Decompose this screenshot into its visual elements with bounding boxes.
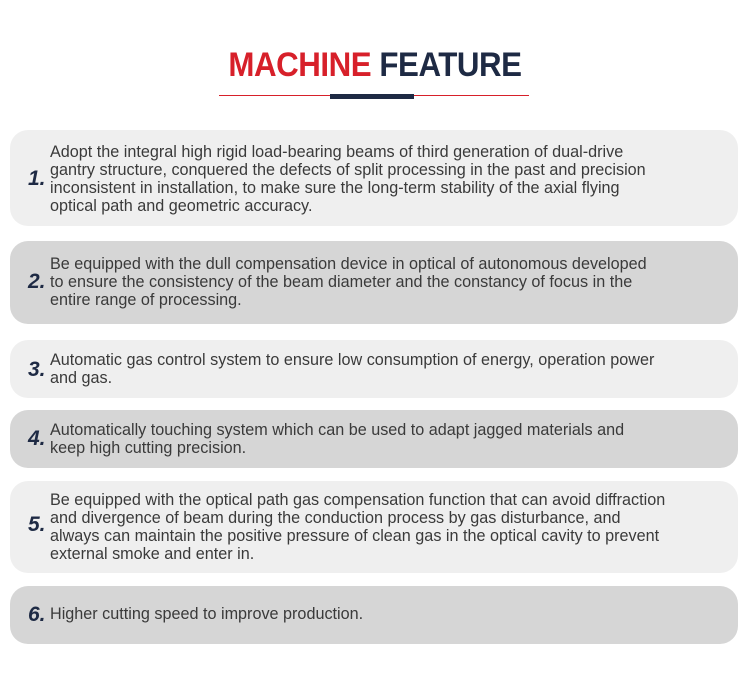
feature-item-4 <box>10 410 738 468</box>
title-part-machine: MACHINE <box>228 46 372 84</box>
feature-item-3 <box>10 340 738 398</box>
feature-item-6 <box>10 586 738 644</box>
feature-number: 5. <box>28 513 46 536</box>
feature-item-2 <box>10 241 738 324</box>
feature-item-5 <box>10 481 738 573</box>
title-divider-accent <box>330 94 414 99</box>
section-header <box>0 40 750 110</box>
feature-text: Automatically touching system which can be used to adapt jagged materials and keep high cutting precision. <box>50 421 625 457</box>
feature-number: 6. <box>28 603 46 626</box>
feature-text: Adopt the integral high rigid load-bearing beams of third generation of dual-drive gantry structure, conquered the defects of split processing in the past and precision inconsistent in installation, to make sure the long-term stability of the axial flying optical path and geometric accuracy. <box>50 143 646 215</box>
title-part-feature: FEATURE <box>379 46 522 84</box>
feature-number: 1. <box>28 167 46 190</box>
page-title <box>30 44 720 86</box>
feature-text: Be equipped with the dull compensation device in optical of autonomous developed to ensure the consistency of the beam diameter and the constancy of focus in the entire range of processing. <box>50 255 647 309</box>
feature-text: Be equipped with the optical path gas compensation function that can avoid diffraction and divergence of beam during the conduction process by gas disturbance, and always can maintain the positive pressure of clean gas in the optical cavity to prevent external smoke and enter in. <box>50 491 666 563</box>
feature-text: Automatic gas control system to ensure low consumption of energy, operation power and gas. <box>50 351 655 387</box>
feature-number: 2. <box>28 270 46 293</box>
feature-text: Higher cutting speed to improve production. <box>50 605 364 623</box>
feature-number: 4. <box>28 427 46 450</box>
feature-number: 3. <box>28 358 46 381</box>
feature-item-1 <box>10 130 738 226</box>
